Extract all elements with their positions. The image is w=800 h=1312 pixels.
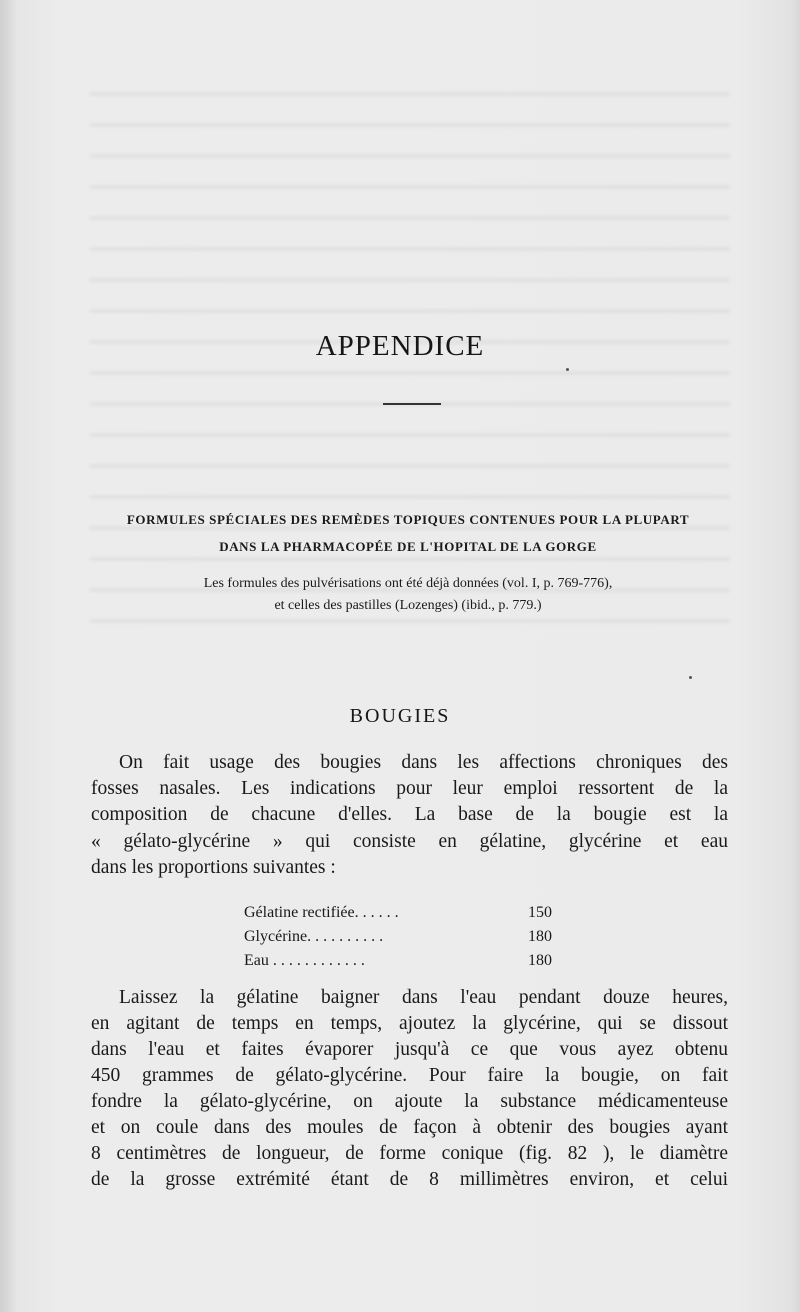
ink-speck bbox=[566, 368, 569, 371]
formula-quantity: 180 bbox=[528, 928, 552, 945]
paragraph-2-line: et on coule dans des moules de façon à obtenir des bougies ayant bbox=[91, 1117, 728, 1138]
ink-speck bbox=[689, 676, 692, 679]
paragraph-1-line: fosses nasales. Les indications pour leur emploi ressortent de la bbox=[91, 778, 728, 799]
formula-ingredient: Gélatine rectifiée. . . . . . bbox=[244, 904, 399, 921]
paragraph-2-line: 450 grammes de gélato-glycérine. Pour faire la bougie, on fait bbox=[91, 1065, 728, 1086]
subtitle-line-1: FORMULES SPÉCIALES DES REMÈDES TOPIQUES CONTENUES POUR LA PLUPART bbox=[126, 512, 690, 527]
paragraph-1-line: composition de chacune d'elles. La base de la bougie est la bbox=[91, 804, 728, 825]
note-line-2: et celles des pastilles (Lozenges) (ibid., p. 779.) bbox=[274, 598, 542, 613]
formula-row bbox=[244, 925, 564, 949]
formula-row bbox=[244, 901, 564, 925]
formula-ingredient: Glycérine. . . . . . . . . . bbox=[244, 928, 384, 945]
formula-quantity: 180 bbox=[528, 952, 552, 969]
title-divider bbox=[383, 403, 441, 405]
section-title: BOUGIES bbox=[349, 705, 451, 727]
paragraph-2-line: Laissez la gélatine baigner dans l'eau pendant douze heures, bbox=[119, 987, 728, 1008]
paragraph-2-line: dans l'eau et faites évaporer jusqu'à ce que vous ayez obtenu bbox=[91, 1039, 728, 1060]
paragraph-2-line: 8 centimètres de longueur, de forme conique (fig. 82 ), le diamètre bbox=[91, 1143, 728, 1164]
formula-ingredient: Eau . . . . . . . . . . . . bbox=[244, 952, 365, 969]
paragraph-1-line: On fait usage des bougies dans les affections chroniques des bbox=[119, 752, 728, 773]
paragraph-2-line: en agitant de temps en temps, ajoutez la glycérine, qui se dissout bbox=[91, 1013, 728, 1034]
formula-table bbox=[244, 901, 564, 973]
formula-quantity: 150 bbox=[528, 904, 552, 921]
paragraph-2-line: de la grosse extrémité étant de 8 millimètres environ, et celui bbox=[91, 1169, 728, 1190]
page-title: APPENDICE bbox=[315, 330, 485, 362]
subtitle-line-2: DANS LA PHARMACOPÉE DE L'HOPITAL DE LA GORGE bbox=[219, 539, 597, 554]
paragraph-1-line: « gélato-glycérine » qui consiste en gélatine, glycérine et eau bbox=[91, 831, 728, 852]
paragraph-1-line: dans les proportions suivantes : bbox=[91, 857, 336, 878]
paragraph-2-line: fondre la gélato-glycérine, on ajoute la substance médicamenteuse bbox=[91, 1091, 728, 1112]
formula-row bbox=[244, 949, 564, 973]
note-line-1: Les formules des pulvérisations ont été déjà données (vol. I, p. 769-776), bbox=[203, 576, 613, 591]
